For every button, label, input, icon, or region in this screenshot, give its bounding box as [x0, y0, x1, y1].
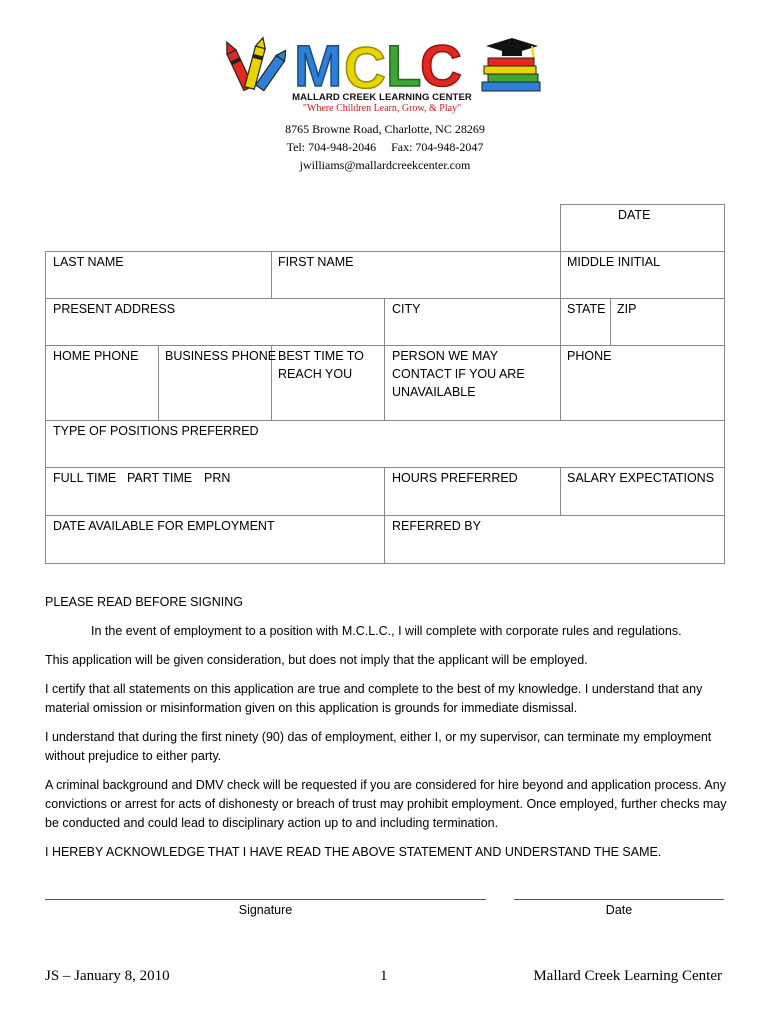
page-number: 1: [380, 968, 388, 984]
phone-field[interactable]: PHONE: [567, 349, 612, 363]
state-field[interactable]: STATE: [567, 302, 606, 316]
full-time-option[interactable]: FULL TIME: [53, 471, 117, 485]
logo-name: MALLARD CREEK LEARNING CENTER: [292, 92, 472, 103]
footer-organization: Mallard Creek Learning Center: [533, 968, 722, 984]
logo-tagline: "Where Children Learn, Grow, & Play": [302, 103, 462, 114]
contact-person-field[interactable]: PERSON WE MAY CONTACT IF YOU ARE UNAVAILABLE: [392, 349, 525, 399]
logo-letter-m: M: [294, 34, 343, 94]
prn-option[interactable]: PRN: [204, 471, 231, 485]
date-label: Date: [605, 903, 633, 917]
books-graduation-cap-icon: [478, 36, 548, 98]
email-line: jwilliams@mallardcreekcenter.com: [299, 158, 471, 172]
best-time-field[interactable]: BEST TIME TO REACH YOU: [278, 349, 364, 381]
acknowledgement: I HEREBY ACKNOWLEDGE THAT I HAVE READ THE ABOVE STATEMENT AND UNDERSTAND THE SAME.: [45, 845, 662, 859]
logo-letter-c1: C: [344, 36, 386, 94]
positions-preferred-field[interactable]: TYPE OF POSITIONS PREFERRED: [53, 424, 259, 438]
first-name-field[interactable]: FIRST NAME: [278, 255, 354, 269]
crayons-icon: [220, 36, 286, 98]
phone-fax-line: [0, 140, 770, 155]
date-available-field[interactable]: DATE AVAILABLE FOR EMPLOYMENT: [53, 519, 275, 533]
statement-paragraph-1: In the event of employment to a position with M.C.L.C., I will complete with corporate rules and regulations.: [91, 624, 682, 638]
fax-text: Fax: 704-948-2047: [391, 140, 484, 154]
statement-paragraph-4: I understand that during the first ninety (90) das of employment, either I, or my supervisor, can terminate my employment without prejudice to either party.: [45, 730, 712, 763]
city-field[interactable]: CITY: [392, 302, 421, 316]
signature-label: Signature: [238, 903, 293, 917]
mclc-logo: [220, 30, 550, 120]
hours-preferred-field[interactable]: HOURS PREFERRED: [392, 471, 518, 485]
last-name-field[interactable]: LAST NAME: [53, 255, 124, 269]
business-phone-field[interactable]: BUSINESS PHONE: [165, 349, 277, 363]
part-time-option[interactable]: PART TIME: [127, 471, 193, 485]
mclc-letters: [290, 32, 470, 94]
statement-paragraph-2: This application will be given consideration, but does not imply that the applicant will be employed.: [45, 653, 588, 667]
footer-author-date: JS – January 8, 2010: [45, 968, 170, 984]
statement-heading: PLEASE READ BEFORE SIGNING: [45, 595, 243, 609]
address-line: 8765 Browne Road, Charlotte, NC 28269: [285, 122, 485, 136]
present-address-field[interactable]: PRESENT ADDRESS: [53, 302, 176, 316]
zip-field[interactable]: ZIP: [617, 302, 637, 316]
statement-paragraph-3: I certify that all statements on this application are true and complete to the best of my knowledge. I understand that any material omission or misinformation given on this application is grounds for immediate dismissal.: [45, 682, 703, 715]
logo-letter-l: L: [386, 34, 422, 94]
statement-paragraph-5: A criminal background and DMV check will be requested if you are considered for hire beyond and application process. Any convictions or arrest for acts of dishonesty or breach of trust may prohibit employment. Once employed, further checks may be conducted and could lead to disciplinary action up to and including termination.: [45, 778, 727, 830]
signature-line[interactable]: [45, 899, 486, 900]
tel-text: Tel: 704-948-2046: [286, 140, 377, 154]
date-line[interactable]: [514, 899, 724, 900]
middle-initial-field[interactable]: MIDDLE INITIAL: [567, 255, 661, 269]
referred-by-field[interactable]: REFERRED BY: [392, 519, 481, 533]
logo-letter-c2: C: [420, 34, 462, 94]
date-field[interactable]: DATE: [618, 208, 651, 222]
salary-expectations-field[interactable]: SALARY EXPECTATIONS: [567, 471, 715, 485]
home-phone-field[interactable]: HOME PHONE: [53, 349, 139, 363]
